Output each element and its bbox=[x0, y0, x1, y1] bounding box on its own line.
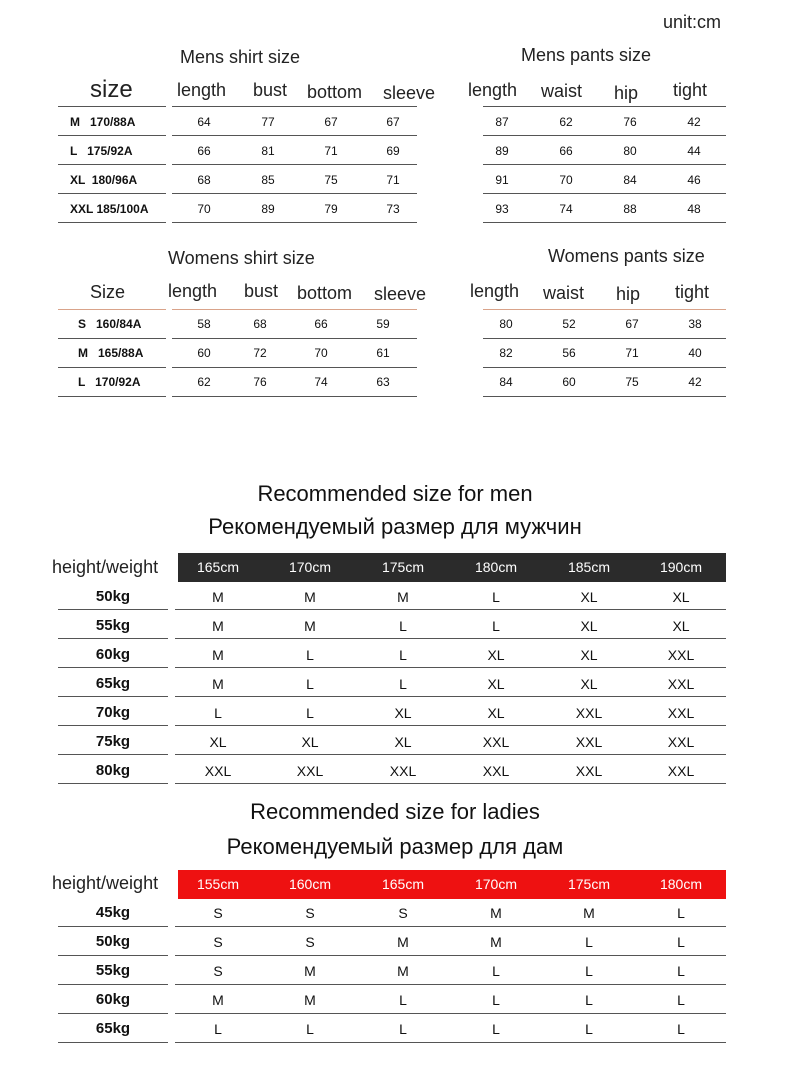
men_recommend-row-line bbox=[175, 754, 726, 755]
womens_shirt-cell: 76 bbox=[253, 375, 267, 389]
womens_pants-cell: 40 bbox=[688, 346, 702, 360]
mens_pants-cell: 91 bbox=[495, 173, 509, 187]
men_recommend-cell: XXL bbox=[667, 763, 695, 779]
ladies_recommend-row-line bbox=[58, 926, 168, 927]
ladies_recommend-row-line bbox=[58, 955, 168, 956]
men_recommend-row-line bbox=[58, 783, 168, 784]
womens-pants-header-tight: tight bbox=[675, 282, 710, 302]
mens_shirt-cell: 85 bbox=[261, 173, 275, 187]
ladies_recommend-row-line bbox=[58, 984, 168, 985]
mens-pants-title: Mens pants size bbox=[521, 45, 652, 65]
ladies_recommend-cell: L bbox=[585, 934, 593, 950]
ladies_recommend-cell: L bbox=[677, 905, 685, 921]
men_recommend-cell: XL bbox=[672, 589, 690, 605]
men_recommend-weight-50kg: 50kg bbox=[95, 588, 131, 605]
mens_shirt-cell: 81 bbox=[261, 144, 275, 158]
womens_shirt-row-line bbox=[172, 367, 417, 368]
womens_pants-cell: 52 bbox=[562, 317, 576, 331]
mens_pants-cell: 88 bbox=[623, 202, 637, 216]
mens_pants-cell: 80 bbox=[623, 144, 637, 158]
men-recommend-title-en: Recommended size for men bbox=[257, 481, 533, 506]
womens_pants-cell: 56 bbox=[562, 346, 576, 360]
womens_shirt-cell: 58 bbox=[197, 317, 211, 331]
mens-pants-header-hip: hip bbox=[614, 83, 639, 103]
ladies_recommend-row-line bbox=[175, 1013, 726, 1014]
womens-pants-header-waist: waist bbox=[543, 283, 585, 303]
men_recommend-cell: XL bbox=[209, 734, 227, 750]
mens_shirt-cell: 75 bbox=[324, 173, 338, 187]
men_recommend-row-line bbox=[175, 783, 726, 784]
mens_shirt-cell: 68 bbox=[197, 173, 211, 187]
men_recommend-cell: XXL bbox=[667, 676, 695, 692]
men_recommend-row-line bbox=[175, 696, 726, 697]
ladies_recommend-cell: L bbox=[492, 963, 500, 979]
ladies_recommend-cell: M bbox=[304, 992, 316, 1008]
womens_pants-cell: 42 bbox=[688, 375, 702, 389]
mens_pants-cell: 84 bbox=[623, 173, 637, 187]
men_recommend-row-line bbox=[175, 725, 726, 726]
mens_shirt-cell: 67 bbox=[324, 115, 338, 129]
ladies_recommend-height-160cm: 160cm bbox=[288, 876, 332, 892]
mens_shirt-cell: 77 bbox=[261, 115, 275, 129]
mens_shirt-cell: 79 bbox=[324, 202, 338, 216]
womens-pants-title: Womens pants size bbox=[548, 246, 705, 266]
men_recommend-cell: XL bbox=[580, 589, 598, 605]
womens-pants-header-length: length bbox=[470, 281, 520, 301]
mens-pants-header-length: length bbox=[468, 80, 518, 100]
ladies_recommend-row-line bbox=[58, 1013, 168, 1014]
womens-shirt-header-sleeve: sleeve bbox=[374, 284, 427, 304]
ladies_recommend-cell: L bbox=[677, 1021, 685, 1037]
men_recommend-height-175cm: 175cm bbox=[381, 559, 425, 575]
ladies_recommend-row-line bbox=[175, 984, 726, 985]
womens-shirt-header-length: length bbox=[168, 281, 218, 301]
men_recommend-cell: L bbox=[399, 647, 407, 663]
mens_shirt-row-line bbox=[172, 135, 417, 136]
mens_shirt-cell: 73 bbox=[386, 202, 400, 216]
men_recommend-cell: XL bbox=[487, 647, 505, 663]
womens_pants-cell: 84 bbox=[499, 375, 513, 389]
ladies_recommend-cell: M bbox=[212, 992, 224, 1008]
womens_pants-cell: 67 bbox=[625, 317, 639, 331]
ladies_recommend-height-175cm: 175cm bbox=[567, 876, 611, 892]
ladies_recommend-cell: L bbox=[399, 1021, 407, 1037]
ladies_recommend-cell: L bbox=[492, 1021, 500, 1037]
ladies_recommend-cell: L bbox=[677, 992, 685, 1008]
mens_pants-cell: 70 bbox=[559, 173, 573, 187]
mens_pants-cell: 93 bbox=[495, 202, 509, 216]
womens_pants-cell: 60 bbox=[562, 375, 576, 389]
men_recommend-height-190cm: 190cm bbox=[659, 559, 703, 575]
mens_shirt-row-line bbox=[172, 222, 417, 223]
ladies_recommend-cell: M bbox=[304, 963, 316, 979]
unit-label: unit:cm bbox=[663, 12, 722, 32]
womens_shirt-row-line bbox=[58, 367, 166, 368]
womens_pants-cell: 38 bbox=[688, 317, 702, 331]
mens_shirt-row-size: XL 180/96A bbox=[70, 173, 138, 187]
mens-shirt-size-label: size bbox=[90, 76, 133, 103]
ladies_recommend-cell: L bbox=[492, 992, 500, 1008]
mens_pants-row-line bbox=[483, 164, 726, 165]
men-recommend-title-ru: Рекомендуемый размер для мужчин bbox=[208, 514, 582, 539]
men_recommend-cell: XXL bbox=[296, 763, 324, 779]
womens-pants-header-hip: hip bbox=[616, 284, 641, 304]
womens_pants-cell: 75 bbox=[625, 375, 639, 389]
womens-shirt-size-label: Size bbox=[90, 282, 126, 302]
mens_shirt-cell: 64 bbox=[197, 115, 211, 129]
men_recommend-cell: XL bbox=[487, 705, 505, 721]
men_recommend-cell: XL bbox=[580, 647, 598, 663]
men_recommend-cell: XXL bbox=[667, 647, 695, 663]
ladies_recommend-cell: S bbox=[213, 934, 223, 950]
ladies_recommend-weight-50kg: 50kg bbox=[95, 933, 131, 950]
men_recommend-cell: XL bbox=[394, 705, 412, 721]
ladies_recommend-cell: L bbox=[585, 1021, 593, 1037]
ladies_recommend-cell: M bbox=[397, 934, 409, 950]
men_recommend-cell: XXL bbox=[204, 763, 232, 779]
mens_pants-row-line bbox=[483, 135, 726, 136]
men_recommend-row-line bbox=[175, 609, 726, 610]
mens_shirt-row-line bbox=[58, 222, 166, 223]
men-heights-header-bar bbox=[178, 553, 726, 582]
womens_shirt-cell: 60 bbox=[197, 346, 211, 360]
womens-shirt-header-bottom: bottom bbox=[297, 283, 353, 303]
womens_shirt-cell: 59 bbox=[376, 317, 390, 331]
mens_shirt-row-line bbox=[172, 164, 417, 165]
ladies_recommend-weight-45kg: 45kg bbox=[95, 904, 131, 921]
womens_pants-cell: 80 bbox=[499, 317, 513, 331]
mens-pants-header-tight: tight bbox=[673, 80, 708, 100]
mens_shirt-cell: 71 bbox=[324, 144, 338, 158]
men_recommend-weight-55kg: 55kg bbox=[95, 617, 131, 634]
men_recommend-cell: XL bbox=[672, 618, 690, 634]
ladies_recommend-cell: S bbox=[398, 905, 408, 921]
ladies_recommend-cell: L bbox=[306, 1021, 314, 1037]
men_recommend-row-line bbox=[58, 696, 168, 697]
ladies_recommend-weight-55kg: 55kg bbox=[95, 962, 131, 979]
men_recommend-cell: XL bbox=[394, 734, 412, 750]
men_recommend-cell: M bbox=[212, 589, 224, 605]
ladies_recommend-cell: L bbox=[399, 992, 407, 1008]
men_recommend-cell: L bbox=[306, 647, 314, 663]
men_recommend-cell: XL bbox=[580, 618, 598, 634]
mens_shirt-cell: 89 bbox=[261, 202, 275, 216]
men_recommend-cell: M bbox=[212, 676, 224, 692]
mens_shirt-row-size: L 175/92A bbox=[70, 144, 133, 158]
ladies-heights-header-bar bbox=[178, 870, 726, 899]
mens_pants-row-line bbox=[483, 222, 726, 223]
men_recommend-weight-80kg: 80kg bbox=[95, 762, 131, 779]
men_recommend-weight-60kg: 60kg bbox=[95, 646, 131, 663]
ladies_recommend-height-180cm: 180cm bbox=[659, 876, 703, 892]
men_recommend-cell: L bbox=[399, 676, 407, 692]
womens_pants-row-line bbox=[483, 396, 726, 397]
men_recommend-cell: XL bbox=[301, 734, 319, 750]
men_recommend-height-180cm: 180cm bbox=[474, 559, 518, 575]
womens_shirt-cell: 68 bbox=[253, 317, 267, 331]
womens_shirt-cell: 62 bbox=[197, 375, 211, 389]
mens_shirt-cell: 66 bbox=[197, 144, 211, 158]
mens-shirt-header-length: length bbox=[177, 80, 227, 100]
mens_pants-cell: 46 bbox=[687, 173, 701, 187]
mens-shirt-header-bust: bust bbox=[253, 80, 288, 100]
ladies_recommend-cell: S bbox=[305, 905, 315, 921]
ladies_recommend-row-line bbox=[175, 926, 726, 927]
men_recommend-height-170cm: 170cm bbox=[288, 559, 332, 575]
ladies_recommend-cell: S bbox=[213, 963, 223, 979]
ladies_recommend-cell: L bbox=[677, 963, 685, 979]
womens_pants-row-line bbox=[483, 338, 726, 339]
mens_pants-cell: 89 bbox=[495, 144, 509, 158]
men_recommend-cell: XXL bbox=[575, 734, 603, 750]
womens_pants-header-line bbox=[483, 309, 726, 310]
ladies_recommend-cell: L bbox=[585, 992, 593, 1008]
ladies_recommend-height-165cm: 165cm bbox=[381, 876, 425, 892]
men_recommend-row-line bbox=[58, 754, 168, 755]
mens-shirt-header-sleeve: sleeve bbox=[383, 83, 436, 103]
men_recommend-row-line bbox=[58, 725, 168, 726]
men_recommend-row-line bbox=[175, 638, 726, 639]
men_recommend-cell: XXL bbox=[575, 763, 603, 779]
mens_pants-row-line bbox=[483, 193, 726, 194]
ladies_recommend-weight-65kg: 65kg bbox=[95, 1020, 131, 1037]
mens_pants-cell: 76 bbox=[623, 115, 637, 129]
mens_pants-cell: 44 bbox=[687, 144, 701, 158]
womens_shirt-cell: 70 bbox=[314, 346, 328, 360]
men_recommend-cell: M bbox=[212, 618, 224, 634]
mens_shirt-row-line bbox=[58, 193, 166, 194]
ladies_recommend-height-170cm: 170cm bbox=[474, 876, 518, 892]
men_recommend-cell: XXL bbox=[389, 763, 417, 779]
ladies_recommend-row-line bbox=[175, 1042, 726, 1043]
men_recommend-cell: M bbox=[304, 589, 316, 605]
mens_pants-cell: 66 bbox=[559, 144, 573, 158]
mens_pants-cell: 74 bbox=[559, 202, 573, 216]
men_recommend-cell: L bbox=[214, 705, 222, 721]
men_recommend-cell: L bbox=[399, 618, 407, 634]
ladies_recommend-height-155cm: 155cm bbox=[196, 876, 240, 892]
men_recommend-cell: XXL bbox=[482, 763, 510, 779]
men_recommend-cell: L bbox=[492, 618, 500, 634]
men_recommend-cell: L bbox=[306, 676, 314, 692]
men_recommend-cell: XXL bbox=[575, 705, 603, 721]
ladies_recommend-cell: S bbox=[213, 905, 223, 921]
mens_pants-cell: 62 bbox=[559, 115, 573, 129]
womens_pants-cell: 71 bbox=[625, 346, 639, 360]
mens-shirt-header-bottom: bottom bbox=[307, 82, 363, 102]
men_recommend-cell: M bbox=[304, 618, 316, 634]
mens_shirt-row-line bbox=[172, 193, 417, 194]
men_recommend-row-line bbox=[175, 667, 726, 668]
ladies_recommend-cell: L bbox=[677, 934, 685, 950]
men_recommend-cell: XL bbox=[487, 676, 505, 692]
womens_shirt-row-size: M 165/88A bbox=[78, 346, 144, 360]
womens_shirt-header-line-size bbox=[58, 309, 166, 310]
mens_pants-cell: 87 bbox=[495, 115, 509, 129]
womens_shirt-row-size: L 170/92A bbox=[78, 375, 141, 389]
womens-shirt-title: Womens shirt size bbox=[168, 248, 315, 268]
ladies_recommend-cell: S bbox=[305, 934, 315, 950]
womens_shirt-cell: 72 bbox=[253, 346, 267, 360]
ladies-recommend-corner: height/weight bbox=[52, 873, 159, 893]
ladies_recommend-cell: M bbox=[490, 934, 502, 950]
womens_shirt-row-line bbox=[58, 338, 166, 339]
men_recommend-weight-65kg: 65kg bbox=[95, 675, 131, 692]
ladies-recommend-title-en: Recommended size for ladies bbox=[250, 799, 540, 824]
mens_shirt-row-line bbox=[58, 135, 166, 136]
ladies-recommend-title-ru: Рекомендуемый размер для дам bbox=[226, 834, 564, 859]
mens_pants-header-line bbox=[483, 106, 726, 107]
womens_shirt-row-line bbox=[58, 396, 166, 397]
mens_shirt-header-line-values bbox=[172, 106, 417, 107]
ladies_recommend-cell: L bbox=[585, 963, 593, 979]
mens_shirt-cell: 69 bbox=[386, 144, 400, 158]
mens_pants-cell: 48 bbox=[687, 202, 701, 216]
ladies_recommend-cell: M bbox=[397, 963, 409, 979]
ladies_recommend-cell: M bbox=[490, 905, 502, 921]
men_recommend-row-line bbox=[58, 638, 168, 639]
ladies_recommend-cell: L bbox=[214, 1021, 222, 1037]
men_recommend-cell: M bbox=[212, 647, 224, 663]
ladies_recommend-row-line bbox=[175, 955, 726, 956]
womens_shirt-header-line-values bbox=[172, 309, 417, 310]
mens-pants-header-waist: waist bbox=[541, 81, 583, 101]
mens_shirt-row-size: XXL 185/100A bbox=[70, 202, 149, 216]
men_recommend-cell: XXL bbox=[667, 734, 695, 750]
men_recommend-row-line bbox=[58, 667, 168, 668]
womens-shirt-header-bust: bust bbox=[244, 281, 279, 301]
men_recommend-weight-70kg: 70kg bbox=[95, 704, 131, 721]
mens-shirt-title: Mens shirt size bbox=[180, 47, 301, 67]
mens_shirt-header-line-size bbox=[58, 106, 166, 107]
men_recommend-cell: M bbox=[397, 589, 409, 605]
mens_shirt-cell: 71 bbox=[386, 173, 400, 187]
mens_shirt-cell: 70 bbox=[197, 202, 211, 216]
men_recommend-height-165cm: 165cm bbox=[196, 559, 240, 575]
womens_shirt-row-line bbox=[172, 338, 417, 339]
womens_shirt-cell: 61 bbox=[376, 346, 390, 360]
men_recommend-cell: L bbox=[492, 589, 500, 605]
womens_shirt-cell: 74 bbox=[314, 375, 328, 389]
womens_shirt-cell: 63 bbox=[376, 375, 390, 389]
womens_shirt-row-line bbox=[172, 396, 417, 397]
womens_shirt-row-size: S 160/84A bbox=[78, 317, 142, 331]
men_recommend-cell: XL bbox=[580, 676, 598, 692]
men_recommend-weight-75kg: 75kg bbox=[95, 733, 131, 750]
men_recommend-height-185cm: 185cm bbox=[567, 559, 611, 575]
womens_pants-cell: 82 bbox=[499, 346, 513, 360]
men_recommend-cell: XXL bbox=[482, 734, 510, 750]
ladies_recommend-weight-60kg: 60kg bbox=[95, 991, 131, 1008]
mens_shirt-cell: 67 bbox=[386, 115, 400, 129]
ladies_recommend-row-line bbox=[58, 1042, 168, 1043]
men_recommend-cell: XXL bbox=[667, 705, 695, 721]
womens_pants-row-line bbox=[483, 367, 726, 368]
men_recommend-cell: L bbox=[306, 705, 314, 721]
men-recommend-corner: height/weight bbox=[52, 557, 159, 577]
womens_shirt-cell: 66 bbox=[314, 317, 328, 331]
mens_shirt-row-line bbox=[58, 164, 166, 165]
men_recommend-row-line bbox=[58, 609, 168, 610]
mens_shirt-row-size: M 170/88A bbox=[70, 115, 136, 129]
mens_pants-cell: 42 bbox=[687, 115, 701, 129]
ladies_recommend-cell: M bbox=[583, 905, 595, 921]
